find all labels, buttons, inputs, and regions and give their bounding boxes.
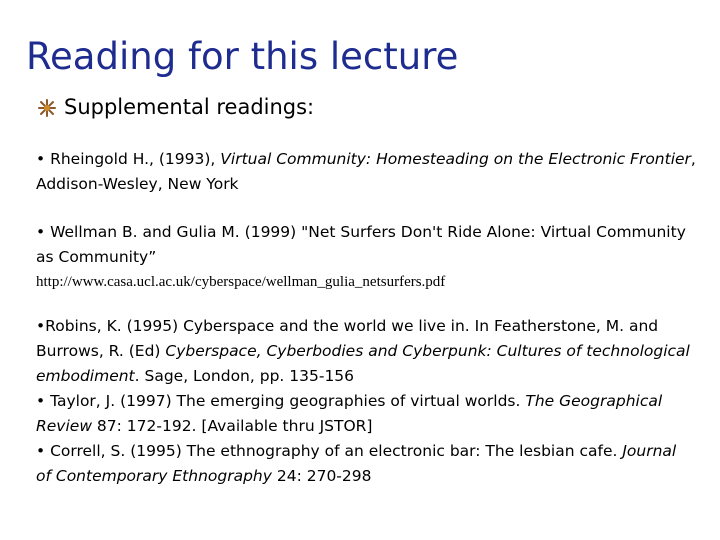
subheading-row: [38, 95, 314, 120]
reference-title: Virtual Community: Homesteading on the Electronic Frontier: [220, 150, 691, 168]
reference-text: • Wellman B. and Gulia M. (1999) "Net Surfers Don't Ride Alone: Virtual Community as Community”: [36, 223, 686, 266]
reference-text: . Sage, London, pp. 135-156: [134, 367, 355, 385]
reference-rheingold: [36, 147, 696, 197]
reference-title: Cyberspace, Cyberbodies and Cyberpunk: Cultures of technological embodiment: [36, 342, 690, 385]
reference-title: Journal of Contemporary Ethnography: [36, 442, 677, 485]
reference-text: • Taylor, J. (1997) The emerging geographies of virtual worlds.: [36, 392, 526, 410]
reference-wellman: [36, 220, 696, 295]
reference-text: 87: 172-192. [Available thru JSTOR]: [92, 417, 373, 435]
reference-text: • Rheingold H., (1993),: [36, 150, 221, 168]
reference-title: The Geographical Review: [36, 392, 663, 435]
reference-text: 24: 270-298: [271, 467, 372, 485]
reference-url-link[interactable]: http://www.casa.ucl.ac.uk/cyberspace/wellman_gulia_netsurfers.pdf: [36, 274, 446, 290]
slide-title: Reading for this lecture: [26, 35, 459, 78]
reference-text: •Robins, K. (1995) Cyberspace and the world we live in. In Featherstone, M. and Burrows, R. (Ed): [36, 317, 659, 360]
reference-taylor: [36, 389, 696, 439]
subheading: Supplemental readings:: [64, 95, 315, 119]
reference-correll: [36, 439, 696, 489]
reference-robins: [36, 314, 696, 389]
starburst-icon: [38, 99, 56, 117]
reference-group: [36, 314, 696, 489]
reference-text: , Addison-Wesley, New York: [36, 150, 696, 193]
reference-text: • Correll, S. (1995) The ethnography of an electronic bar: The lesbian cafe.: [36, 442, 623, 460]
